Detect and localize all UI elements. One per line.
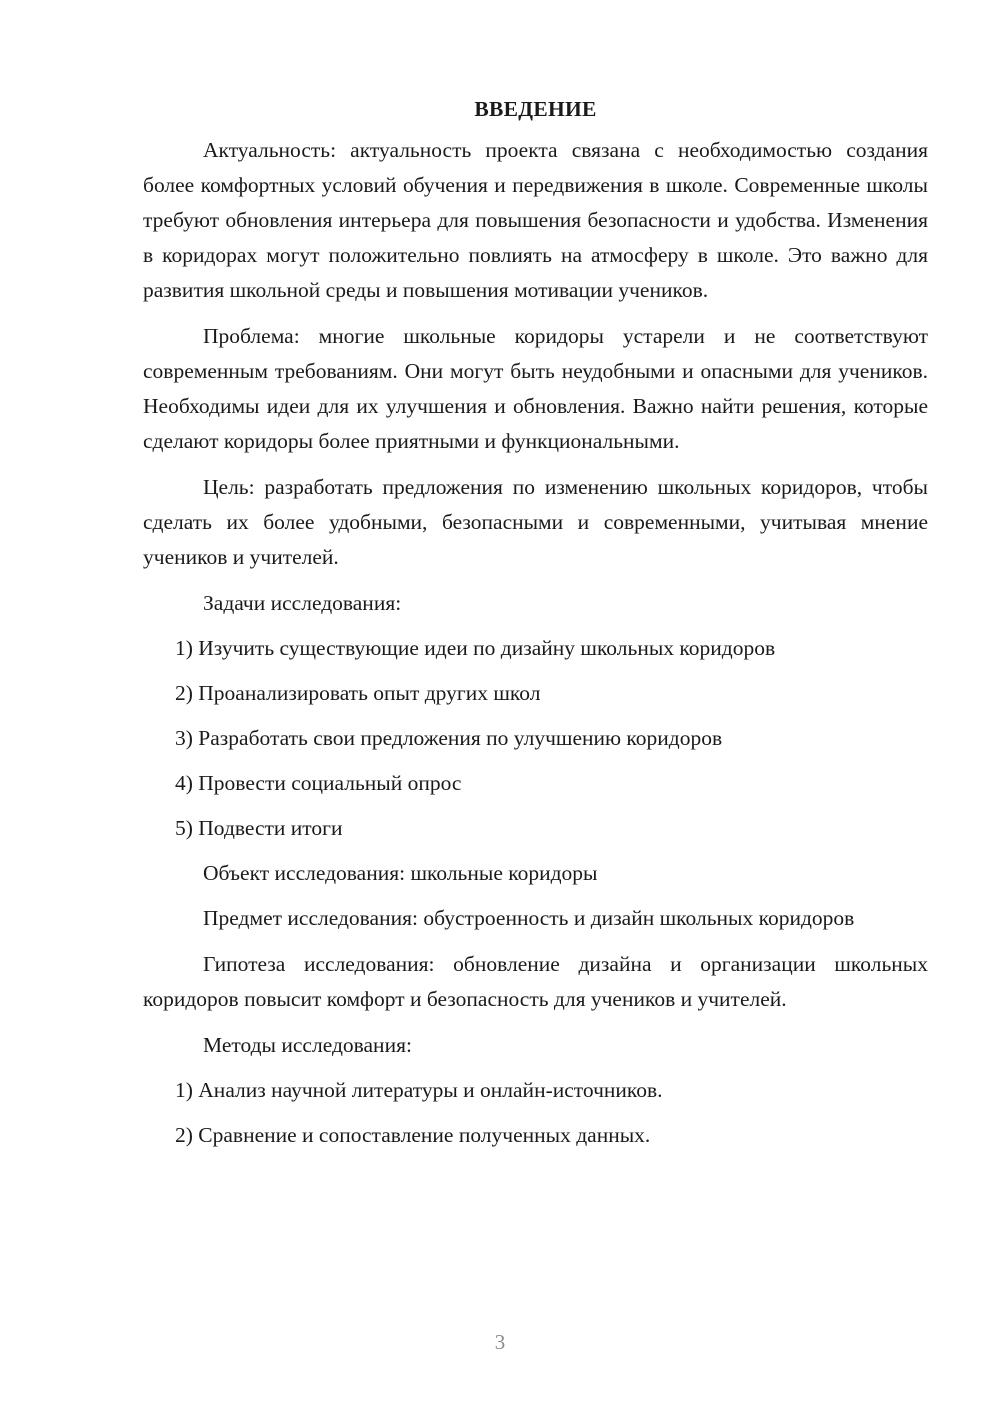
method-item-2: 2) Сравнение и сопоставление полученных данных. xyxy=(175,1123,651,1147)
object-paragraph: Объект исследования: школьные коридоры xyxy=(203,861,598,885)
document-page xyxy=(143,92,928,1163)
subject-paragraph: Предмет исследования: обустроенность и дизайн школьных коридоров xyxy=(203,906,855,930)
problem-paragraph: Проблема: многие школьные коридоры устарели и не соответствуют современным требованиям. Они могут быть неудобными и опасными для учеников. Необходимы идеи для их улучшения и обновления. Важно найти решения, которые сделают коридоры более приятными и функциональными. xyxy=(143,324,928,453)
relevance-paragraph: Актуальность: актуальность проекта связана с необходимостью создания более комфортных условий обучения и передвижения в школе. Современные школы требуют обновления интерьера для повышения безопасности и удобства. Изменения в коридорах могут положительно повлиять на атмосферу в школе. Это важно для развития школьной среды и повышения мотивации учеников. xyxy=(143,138,928,302)
task-item-1: 1) Изучить существующие идеи по дизайну школьных коридоров xyxy=(175,636,776,660)
goal-paragraph: Цель: разработать предложения по изменению школьных коридоров, чтобы сделать их более удобными, безопасными и современными, учитывая мнение учеников и учителей. xyxy=(143,475,928,569)
hypothesis-paragraph: Гипотеза исследования: обновление дизайна и организации школьных коридоров повысит комфорт и безопасность для учеников и учителей. xyxy=(143,952,928,1011)
tasks-title: Задачи исследования: xyxy=(203,591,402,615)
task-item-4: 4) Провести социальный опрос xyxy=(175,771,462,795)
method-item-1: 1) Анализ научной литературы и онлайн-источников. xyxy=(175,1078,663,1102)
methods-title: Методы исследования: xyxy=(203,1033,412,1057)
page-title: ВВЕДЕНИЕ xyxy=(474,97,597,121)
task-item-3: 3) Разработать свои предложения по улучшению коридоров xyxy=(175,726,723,750)
task-item-2: 2) Проанализировать опыт других школ xyxy=(175,681,541,705)
page-number: 3 xyxy=(494,1330,506,1354)
task-item-5: 5) Подвести итоги xyxy=(175,816,343,840)
